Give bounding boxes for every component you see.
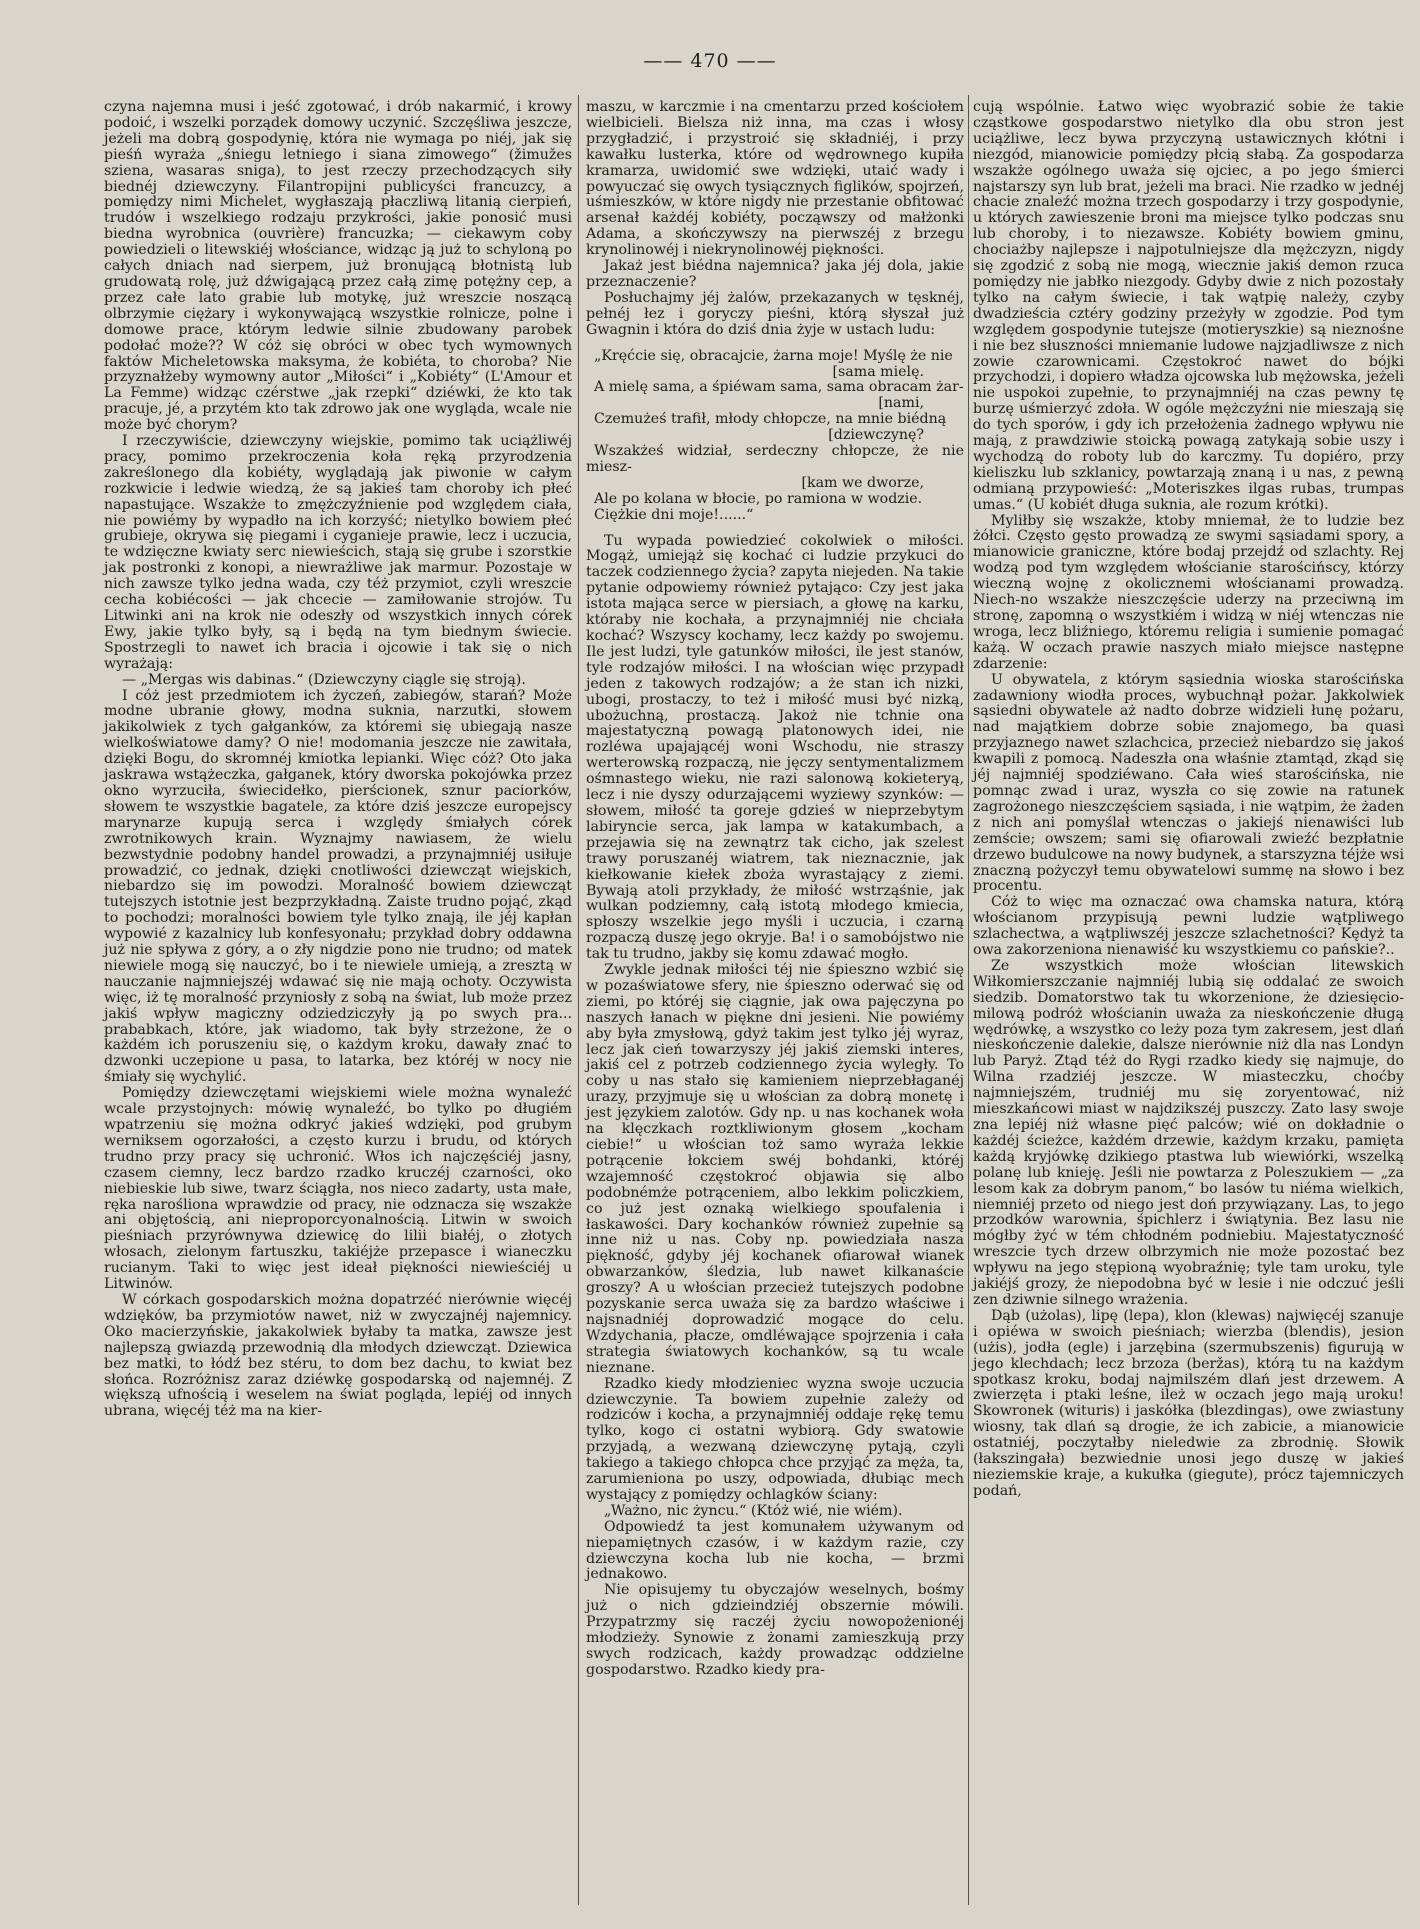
- paragraph: Posłuchajmy jéj żalów, przekazanych w tęsknéj, pełnéj łez i goryczy pieśni, którą słyszał już Gwagnin i która do dziś dnia żyje w ustach ludu:: [586, 289, 964, 338]
- poem-line: Wszakżeś widział, serdeczny chłopcze, że nie miesz-: [586, 443, 964, 475]
- column-divider: [578, 95, 579, 1905]
- poem-line-continuation: [nami,: [878, 395, 924, 412]
- poem-line-continuation: [sama mielę.: [832, 363, 924, 380]
- poem-line-continuation: [dziewczynę?: [828, 427, 924, 444]
- paragraph: Zwykle jednak miłości téj nie śpieszno wzbić się w pozaświatowe sfery, nie śpieszno oderwać się od ziemi, po któréj się ciągnie, jak owa pajęczyna po naszych łanach w piękne dni jesieni. Nie powiémy aby była zmysłową, gdyż takim jest tylko jéj wyraz, lecz jak cień towarzyszy jéj jakiś ziemski interes, jakiś cel z potrzeb codziennego życia wyległy. To coby u nas stało się kamieniem nieprzebłaganéj urazy, przyjmuje się u włościan za dobrą monetę i jest językiem zalotów. Gdy np. u nas kochanek woła na klęczkach roztkliwionym głosem „kocham ciebie!“ u włościan toż samo wyraża lekkie potrącenie łokciem swéj bohdanki, któréj wzajemność częstokroć objawia się albo podobnémże potrąceniem, albo lekkim policzkiem, co już jest oznaką wielkiego spoufalenia i łaskawości. Dary kochanków również zupełnie są inne niż u nas. Coby np. powiedziała nasza piękność, gdyby jéj kochanek ofiarował wianek obwarzanków, śledzia, lub nawet kilkanaście groszy? A u włościan przecież tutejszych podobne pozyskanie serca uważa się za bardzo właściwe i najsnadniéj doprowadzić mogące do celu. Wzdychania, płacze, omdléwające spojrzenia i cała strategia światowych kochanków, są tu wcale nieznane.: [586, 962, 964, 1376]
- column-1: [104, 100, 572, 1420]
- folk-song-poem: [586, 349, 964, 524]
- paragraph: czyna najemna musi i jeść zgotować, i drób nakarmić, i krowy podoić, i wszelki porządek domowy uczynić. Szczęśliwa jeszcze, jeżeli ma dobrą gospodynię, która nie wymaga po niéj, jak się pieśń wyraża „śniegu letniego i siana zimowego“ (žimužes sziena, wasaras sniga), to jest rzeczy przechodzących siły biednéj dziewczyny. Filantropijni publicyści francuzcy, a pomiędzy nimi Michelet, wygłaszają płaczliwą litanią cierpień, trudów i wszelkiego rodzaju przykrości, jakie ponosić musi biedna wyrobnica (ouvrière) francuzka; — ciekawym coby powiedzieli o litewskiéj włościance, widząc ją już to schyloną po całych dniach nad sierpem, już bronującą błotnistą lub grudowatą rolę, już dźwigającą przez całą zimę potężny cep, a przez całe lato grabie lub motykę, już wreszcie noszącą olbrzymie ciężary i wykonywającą wszystkie rolnicze, polne i domowe prace, którym ledwie silnie zbudowany parobek podołać może?? W cóż się obróci w obec tych wymownych faktów Micheletowska maksyma, że kobiéta, to choroba? Nie przyznałżeby wymowny autor „Miłości“ i „Kobiéty“ (L'Amour et La Femme) widząc czérstwe „jak rzepki“ dziéwki, że kto tak pracuje, jé, a przytém kto tak zdrowo jak one wygląda, wcale nie może być chorym?: [104, 99, 572, 434]
- paragraph: Jakaż jest biédna najemnica? jaka jéj dola, jakie przeznaczenie?: [586, 258, 964, 290]
- paragraph: Odpowiedź ta jest komunałem używanym od niepamiętnych czasów, i w każdym razie, czy dziewczyna kocha lub nie kocha, — brzmi jednakowo.: [586, 1518, 964, 1583]
- quote-paragraph: „Ważno, nic żyncu.“ (Któż wié, nie wiém).: [604, 1502, 903, 1519]
- poem-line: Ale po kolana w błocie, po ramiona w wodzie.: [594, 490, 923, 507]
- poem-line: Czemużeś trafił, młody chłopcze, na mnie biédną: [594, 411, 947, 428]
- paragraph: maszu, w karczmie i na cmentarzu przed kościołem wielbicieli. Bielsza niż inna, ma czas i włosy przygładzić, i przystroić się składniéj, i przy kawałku lusterka, które od wędrownego kupiła kramarza, uwidomić swe wdzięki, utaić wady i powyuczać się owych tysiącznych figlików, spojrzeń, uśmieszków, w które nigdy nie przestanie obfitować arsenał każdéj kobiéty, począwszy od małżonki Adama, a skończywszy na pierwszéj z brzegu krynolinowéj i niekrynolinowéj piękności.: [586, 99, 964, 259]
- poem-line-continuation: [kam we dworze,: [801, 474, 924, 491]
- paragraph: cują wspólnie. Łatwo więc wyobrazić sobie że takie cząstkowe gospodarstwo nietylko dla obu stron jest uciążliwe, lecz bywa przyczyną ustawicznych kłótni i niezgód, mianowicie pomiędzy płcią słabą. Za gospodarza wszakże ogólnego uważa się ojciec, a po jego śmierci najstarszy syn lub brat, jeżeli ma braci. Nie rzadko w jednéj chacie znaleźć można trzech gospodarzy i trzy gospodynie, u których zawieszenie broni ma miejsce tylko podczas snu lub choroby, i to niezawsze. Kobiéty bowiem gminu, chociażby najlepsze i najpotulniejsze dla mężczyzn, nigdy się zgodzić z sobą nie mogą, wiecznie jakiś demon rzuca pomiędzy nie jabłko niezgody. Gdyby dwie z nich pozostały tylko na całym świecie, i tak wątpię należy, czyby dwadzieścia cztéry godziny przeżyły w zgodzie. Pod tym względem gospodynie tutejsze (motieryszkie) są nieznośne i nie bez słuszności mniemanie ludowe najzjadliwsze z nich zowie czarownicami. Częstokroć nawet do bójki przychodzi, i dopiero władza ojcowska lub mężowska, jeżeli nie uspokoi zupełnie, to przynajmniéj na czas pewny tę burzę uśmierzyć zdoła. W ogóle mężczyźni nie mieszają się do tych sporów, i gdy ich przełożenia żadnego wpływu nie mają, z prawdziwie stoicką powagą zatykają sobie uszy i wychodzą do roboty lub do karczmy. Tu dopiéro, przy kieliszku lub szklanicy, powtarzają znaną i u nas, z pewną odmianą przypowieść: „Moteriszkes ilgas rubas, trumpas umas.“ (U kobiét długa suknia, ale rozum krótki).: [973, 99, 1405, 513]
- paragraph: Cóż to więc ma oznaczać owa chamska natura, którą włościanom przypisują pewni ludzie wątpliwego szlachectwa, a wątpliwszéj jeszcze szlachetności? Kędyż ta owa zakorzeniona nienawiść ku wszystkiemu co pańskie?..: [973, 894, 1404, 959]
- paragraph: U obywatela, z którym sąsiednia wioska starościńska zadawniony wiodła proces, wybuchnął pożar. Jakkolwiek sąsiedni obywatele aż nadto dobrze widzieli łunę pożaru, nad majątkiem dobrze sobie znajomego, ba quasi przyjaznego nawet szlachcica, przecież niebardzo się jakoś kwapili z pomocą. Nadeszła ona właśnie ztamtąd, zkąd się jéj najmniéj spodziéwano. Cała wieś starościńska, nie pomnąc zwad i uraz, wyszła co się zowie na ratunek zagrożonego nieszczęściem sąsiada, i nie wątpim, że żaden z nich ani pomyślał wtenczas o jakiejś nienawiści lub zemście; owszem; sami się ofiarowali zwieźć bezpłatnie drzewo budulcowe na nowy budynek, a starszyzna téjże wsi znaczną pożyczył temu obywatelowi summę na słowo i bez procentu.: [973, 671, 1404, 895]
- paragraph: Tu wypada powiedzieć cokolwiek o miłości. Mogąż, umiejąż się kochać ci ludzie przykuci do taczek codziennego życia? zapyta niejeden. Na takie pytanie odpowiemy również pytająco: Czy jest jaka istota mająca serce w piersiach, a głowę na karku, któraby nie kochała, a przynajmniéj nie chciała kochać? Wszyscy kochamy, lecz każdy po swojemu. Ile jest ludzi, tyle gatunków miłości, ile jest stanów, tyle rodzajów miłości. I na włościan więc przypadł jeden z takowych rodzajów; a że stan ich nizki, ubogi, prostaczy, to też i miłość musi być nizką, ubożuchną, prostaczą. Jakoż nie tchnie ona majestatyczną powagą platonowych idei, nie rozléwa upajającéj woni Wschodu, nie straszy werterowską rozpaczą, nie jęczy sentymentalizmem ośmnastego wieku, nie razi salonową kokieteryą, lecz i nie dyszy odurzającemi wyziewy szynków: — słowem, miłość ta goreje gdzieś w nieprzebytym labiryncie serca, jak lampa w katakumbach, a przejawia się na zewnątrz tak cicho, jak szelest trawy poruszanéj wiatrem, tak nieznacznie, jak kiełkowanie kiełek zboża wyrastający z ziemi. Bywają atoli przykłady, że miłość wstrząśnie, jak wulkan podziemny, całą istotą młodego kmiecia, spłoszy wszelkie jego myśli i uczucia, i czarną rozpaczą duszę jego okryje. Ba! i o samobójstwo nie tak tu trudno, jakby się komu zdawać mogło.: [586, 532, 964, 963]
- paragraph: W córkach gospodarskich można dopatrzéć nierównie więcéj wdzięków, ba przymiotów nawet, niż w zwyczajnéj najemnicy. Oko macierzyńskie, jakakolwiek byłaby ta matka, zawsze jest najlepszą gwiazdą przewodnią dla młodych dziewcząt. Dziewica bez matki, to łódź bez stéru, to dom bez dachu, to kwiat bez słońca. Rozróżnisz zaraz dziéwkę gospodarską od najemnéj. Z większą ufnością i weselem na świat pogląda, lepiéj od innych ubrana, więcéj téż ma na kier-: [104, 1291, 572, 1420]
- quote-paragraph: — „Mergas wis dabinas.“ (Dziewczyny ciągle się stroją).: [122, 671, 526, 688]
- paragraph: Rzadko kiedy młodzieniec wyzna swoje uczucia dziewczynie. Ta bowiem zupełnie zależy od rodziców i kocha, a przynajmniéj oddaje rękę temu tylko, kogo ci ostatni wybiorą. Gdy swatowie przyjadą, a wezwaną dziewczynę pytają, czyli takiego a takiego chłopca chce przyjąć za męża, ta, zarumieniona po uszy, odpowiada, dłubiąc mech wystający z pomiędzy ochlagków ściany:: [586, 1375, 964, 1503]
- column-3: [973, 100, 1404, 1500]
- paragraph: I cóż jest przedmiotem ich życzeń, zabiegów, starań? Może modne ubranie głowy, modna suknia, narzutki, słowem jakikolwiek z tych gałganków, za któremi się ubiegają nasze wielkoświatowe damy? O nie! modomania jeszcze nie zawitała, dzięki Bogu, do skromnéj kmiotka lepianki. Więc cóż? Oto jaka jaskrawa wstążeczka, gałganek, który dworska pokojówka przez okno wyrzuciła, świecidełko, pierścionek, sznur paciorków, słowem te wszystkie bagatele, za które dziś jeszcze europejscy marynarze kupują serca i względy śmiałych córek zwrotnikowych krain. Wyznajmy nawiasem, że wielu bezwstydnie podobny handel prowadzi, a przynajmniéj usiłuje prowadzić, co jednak, dzięki cnotliwości dziewcząt wiejskich, niebardzo się im powodzi. Moralność bowiem dziewcząt tutejszych istotnie jest bezprzykładną. Zaiste trudno pojąć, zkąd to pochodzi; moralności bowiem tyle tylko znają, ile jéj kapłan wypowié z kazalnicy lub konfesyonału; przykład dobry oddawna już nie spływa z góry, a o zły nigdzie pono nie trudno; od matek niewiele mogą się nauczyć, bo i te niewiele umieją, a zresztą w nauczanie najmniejszéj wdawać się nie mają ochoty. Oczywista więc, iż tę moralność przyniosły z sobą na świat, lub może przez jakiś wpływ magiczny odziedziczyły ją po swych pra... prababkach, które, jak wiadomo, tak były strzeżone, że o każdém ich poruszeniu się, o każdym kroku, dawały znać to dzwonki uczepione u pasa, to latarka, bez któréj w nocy nie śmiały się wychylić.: [104, 687, 572, 1086]
- page-number: —— 470 ——: [643, 50, 777, 72]
- paragraph: Myliłby się wszakże, ktoby mniemał, że to ludzie bez żółci. Często gęsto prowadzą ze swymi sąsiadami spory, a mianowicie graniczne, które bodaj przejdź od szlachty. Rej wodzą pod tym względem włościanie starościńscy, którzy wieczną wojnę z okolicznemi włościanami prowadzą. Niech-no wszakże nieszczęście uderzy na przeciwną im stronę, zapomną o wszystkiém i widzą w niéj wtenczas nie wroga, lecz bliźniego, któremu religia i sumienie pomagać każą. W oczach prawie naszych miało miejsce następne zdarzenie:: [973, 512, 1404, 672]
- column-divider: [968, 95, 969, 1905]
- paragraph: I rzeczywiście, dziewczyny wiejskie, pomimo tak uciążliwéj pracy, pomimo przekroczenia koła ręką przyrodzenia zakreślonego dla kobiéty, wyglądają jak piwonie w całym rozkwicie i ledwie wiedzą, że są jakieś tam choroby ich płeć napastujące. Wszakże to zmężczyźnienie pod względem ciała, nie powiémy by wypadło na ich korzyść; nietylko bowiem płeć grubieje, okrywa się piegami i cyganieje prawie, lecz i uczucia, te wdzięczne kwiaty serc niewieścich, stają się grube i szorstkie jak postronki z konopi, a niewrażliwe jak marmur. Pozostaje w nich zawsze tylko jedna wada, czy téż przymiot, czyli wreszcie cecha kobiécości — jak chcecie — zamiłowanie strojów. Tu Litwinki ani na krok nie odeszły od wszystkich innych córek Ewy, jakie tylko były, są i będą na tym biednym świecie. Spostrzegli to nawet ich bracia i ojcowie i tak się o nich wyrażają:: [104, 433, 572, 672]
- poem-line: „Kręćcie się, obracajcie, żarna moje! Myślę że nie: [594, 347, 953, 364]
- paragraph: Pomiędzy dziewczętami wiejskiemi wiele można wynaleźć wcale przystojnych: mówię wynaleźć, bo tylko po długiém wpatrzeniu się można odkryć jakieś wdzięki, pod grubym werniksem ogorzałości, a często kurzu i brudu, od których trudno przy pracy się uchronić. Włos ich najczęściéj jasny, czasem ciemny, lecz bardzo rzadko kruczéj czarności, oko niebieskie lub siwe, twarz ściągła, nos nieco zadarty, usta małe, ręka narośliona wprawdzie od pracy, nie odznacza się wszakże ani objętością, ani nieproporcyonalnością. Litwin w swoich pieśniach przyrównywa dziewicę do lilii białéj, o złotych włosach, zielonym fartuszku, takiéjże przepasce i wianeczku rucianym. Taki to więc jest ideał piękności niewieściéj u Litwinów.: [104, 1085, 572, 1293]
- poem-line: A mielę sama, a śpiéwam sama, sama obracam żar-: [594, 379, 964, 396]
- column-2: [586, 100, 964, 1679]
- poem-line: Ciężkie dni moje!......“: [594, 506, 754, 523]
- paragraph: Nie opisujemy tu obyczajów weselnych, bośmy już o nich gdzieindziéj obszernie mówili. Przypatrzmy się raczéj życiu nowopożenionéj młodzieży. Synowie z żonami zamieszkują przy swych rodzicach, każdy prowadząc oddzielne gospodarstwo. Rzadko kiedy pra-: [586, 1582, 964, 1678]
- paragraph: Ze wszystkich może włościan litewskich Wiłkomierszczanie najmniéj lubią się oddalać ze swoich siedzib. Domatorstwo tak tu wkorzenione, że dziesięcio-milową podróż włościanin uważa za nieskończenie długą wędrówkę, a wszystko co leży poza tym zakresem, jest dlań nieskończenie dalekie, dalsze nierównie niż dla nas Londyn lub Paryż. Ztąd téż do Rygi rzadko kiedy się najmuje, do Wilna rzadziéj jeszcze. W miasteczku, choćby najmniejszém, trudniéj mu się zoryentować, niż mieszkańcowi miast w najdzikszéj puszczy. Zato lasy swoje zna lepiéj niż własne pięć palców; wié on dokładnie o każdéj ścieżce, każdém drzewie, każdym krzaku, pamięta każdą kryjówkę dzikiego ptastwa lub wiewiórki, wszelką polanę lub knieję. Jeśli nie powtarza z Poleszukiem — „za lesom kak za dobrym panom,“ bo lasów tu niéma wielkich, niemniéj przeto od niego jest doń przywiązany. Las, to jego przodków warownia, śpichlerz i świątynia. Bez lasu nie mógłby żyć w tém chłodném podniebiu. Majestatyczność wreszcie tych drzew olbrzymich nie może pozostać bez wpływu na jego stępioną wyobraźnię; tyle tam uroku, tyle jakiéjś grozy, że niepodobna być w lesie i nie odczuć jeśli zen dziwnie silnego wrażenia.: [973, 957, 1404, 1308]
- paragraph: Dąb (użolas), lipę (lepa), klon (klewas) najwięcéj szanuje i opiéwa w swoich pieśniach; wierzba (blendis), jesion (użis), jodła (egle) i jarzębina (szermubszenis) figurują w jego klechdach; lecz brzoza (beržas), którą tu na każdym spotkasz kroku, bodaj najmilszém dlań jest drzewem. A zwierzęta i ptaki leśne, ileż w oczach jego mają uroku! Skowronek (wituris) i jaskółka (blezdingas), owe zwiastuny wiosny, tak dlań są drogie, że ich zabicie, a mianowicie ostatniéj, poczytałby nieledwie za zbrodnię. Słowik (łakszingała) bezwiednie unosi jego duszę w jakieś nieziemskie kraje, a kukułka (giegute), prócz tajemniczych podań,: [973, 1307, 1404, 1499]
